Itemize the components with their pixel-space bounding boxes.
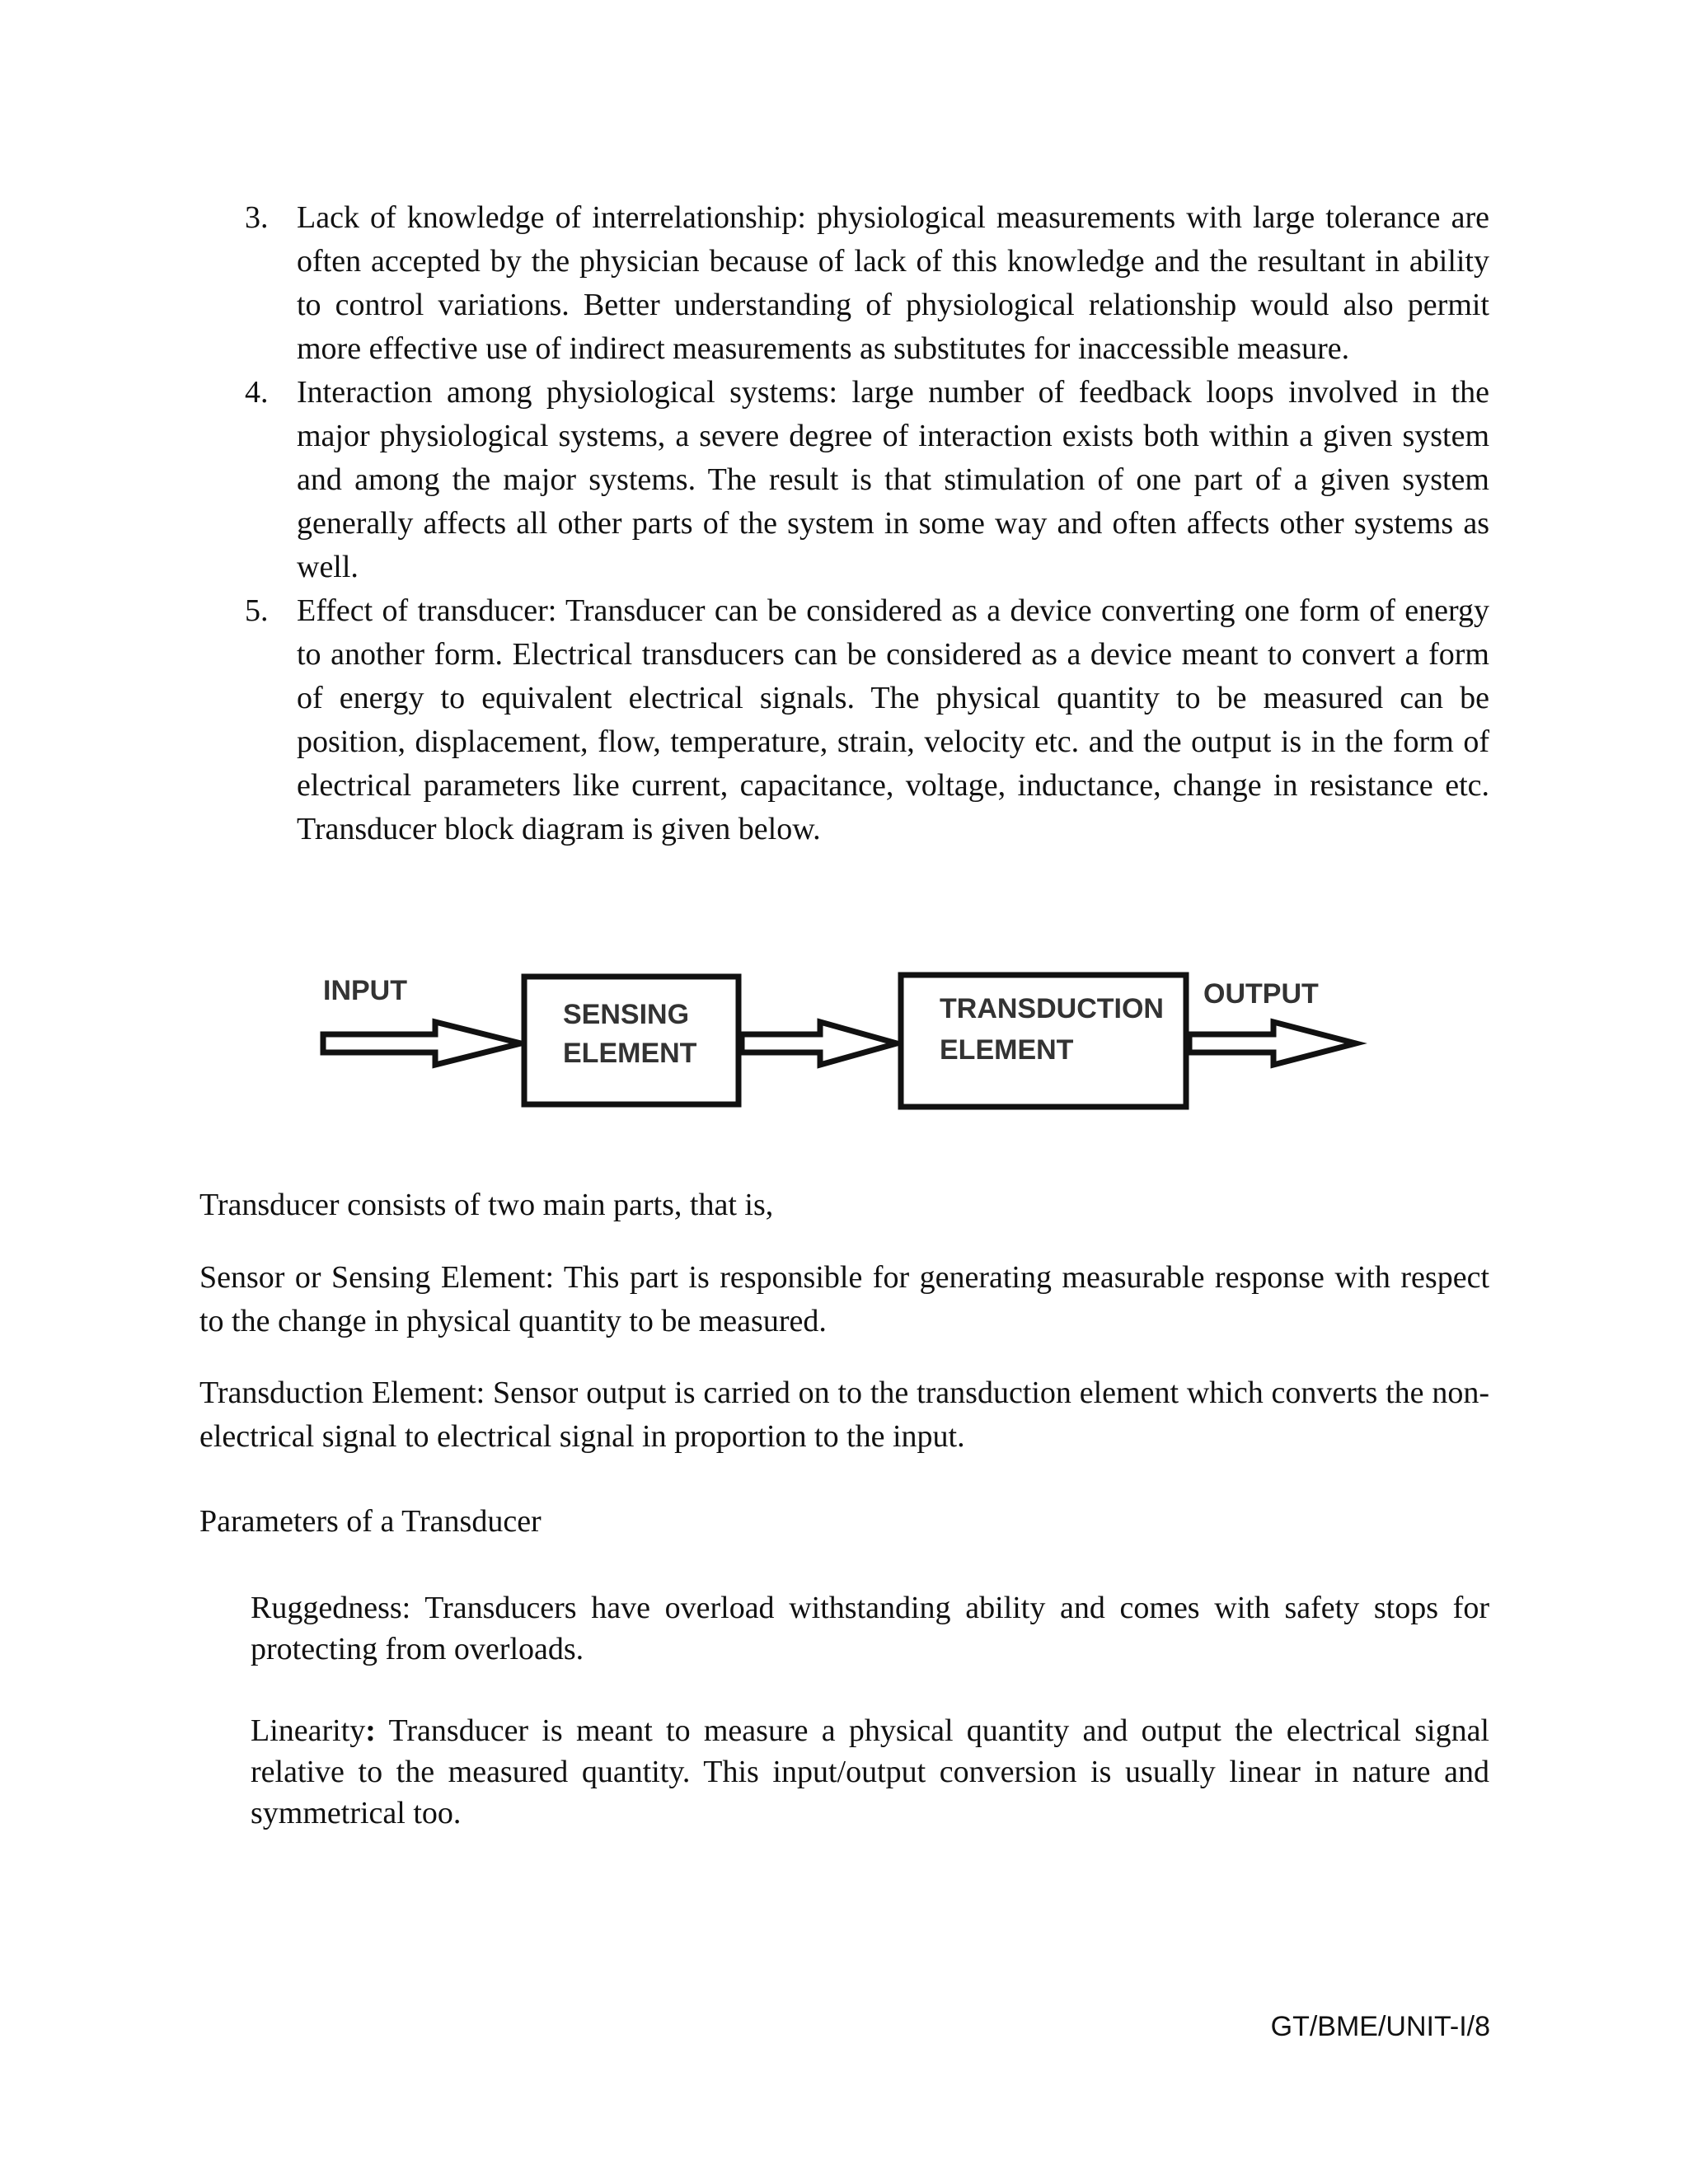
linearity-label: Linearity [251, 1713, 366, 1748]
sensing-label-line1: SENSING [563, 999, 690, 1030]
list-number: 5. [245, 593, 269, 628]
output-arrow [1189, 1022, 1356, 1065]
transduction-label-line1: TRANSDUCTION [940, 993, 1164, 1024]
list-item-text: Effect of transducer: Transducer can be considered as a device converting one form of energy to another form. Electrical transducers can be considered as a device meant to convert a form of energy to equivalent electrical signals. The physical quantity to be measured can be position, displacement, flow, temperature, strain, velocity etc. and the output is in the form of electrical parameters like current, capacitance, voltage, inductance, change in resistance etc. Transducer block diagram is given below. [297, 593, 1489, 846]
list-number: 3. [245, 200, 269, 235]
middle-arrow [742, 1022, 897, 1065]
list-number: 4. [245, 375, 269, 410]
sensing-label-line2: ELEMENT [563, 1038, 697, 1069]
parameters-heading: Parameters of a Transducer [199, 1504, 542, 1539]
input-label: INPUT [323, 975, 407, 1006]
linearity-text: Transducer is meant to measure a physical quantity and output the electrical signal relative to the measured quantity. This input/output conversion is usually linear in nature and symmetrical too. [251, 1713, 1489, 1830]
output-label: OUTPUT [1203, 978, 1319, 1010]
page-footer: GT/BME/UNIT-I/8 [1270, 2011, 1490, 2042]
linearity-paragraph [251, 1710, 1489, 1834]
transduction-label-line2: ELEMENT [940, 1034, 1074, 1066]
transduction-paragraph: Transduction Element: Sensor output is carried on to the transduction element which converts the non-electrical signal to electrical signal in proportion to the input. [199, 1376, 1489, 1454]
list-item-text: Lack of knowledge of interrelationship: physiological measurements with large tolerance are often accepted by the physician because of lack of this knowledge and the resultant in ability to control variations. Better understanding of physiological relationship would also permit more effective use of indirect measurements as substitutes for inaccessible measure. [297, 200, 1489, 366]
sensor-paragraph: Sensor or Sensing Element: This part is responsible for generating measurable response with respect to the change in physical quantity to be measured. [199, 1260, 1489, 1338]
input-arrow [323, 1022, 521, 1065]
intro-paragraph: Transducer consists of two main parts, that is, [199, 1188, 774, 1222]
list-item [245, 196, 1489, 371]
transducer-block-diagram [305, 960, 1376, 1117]
linearity-colon: : [365, 1713, 376, 1748]
list-item [245, 589, 1489, 851]
ruggedness-paragraph: Ruggedness: Transducers have overload withstanding ability and comes with safety stops for protecting from overloads. [251, 1591, 1489, 1666]
list-item [245, 371, 1489, 589]
numbered-list [245, 196, 1489, 851]
list-item-text: Interaction among physiological systems: large number of feedback loops involved in the major physiological systems, a severe degree of interaction exists both within a given system and among the major systems. The result is that stimulation of one part of a given system generally affects all other parts of the system in some way and often affects other systems as well. [297, 375, 1489, 584]
